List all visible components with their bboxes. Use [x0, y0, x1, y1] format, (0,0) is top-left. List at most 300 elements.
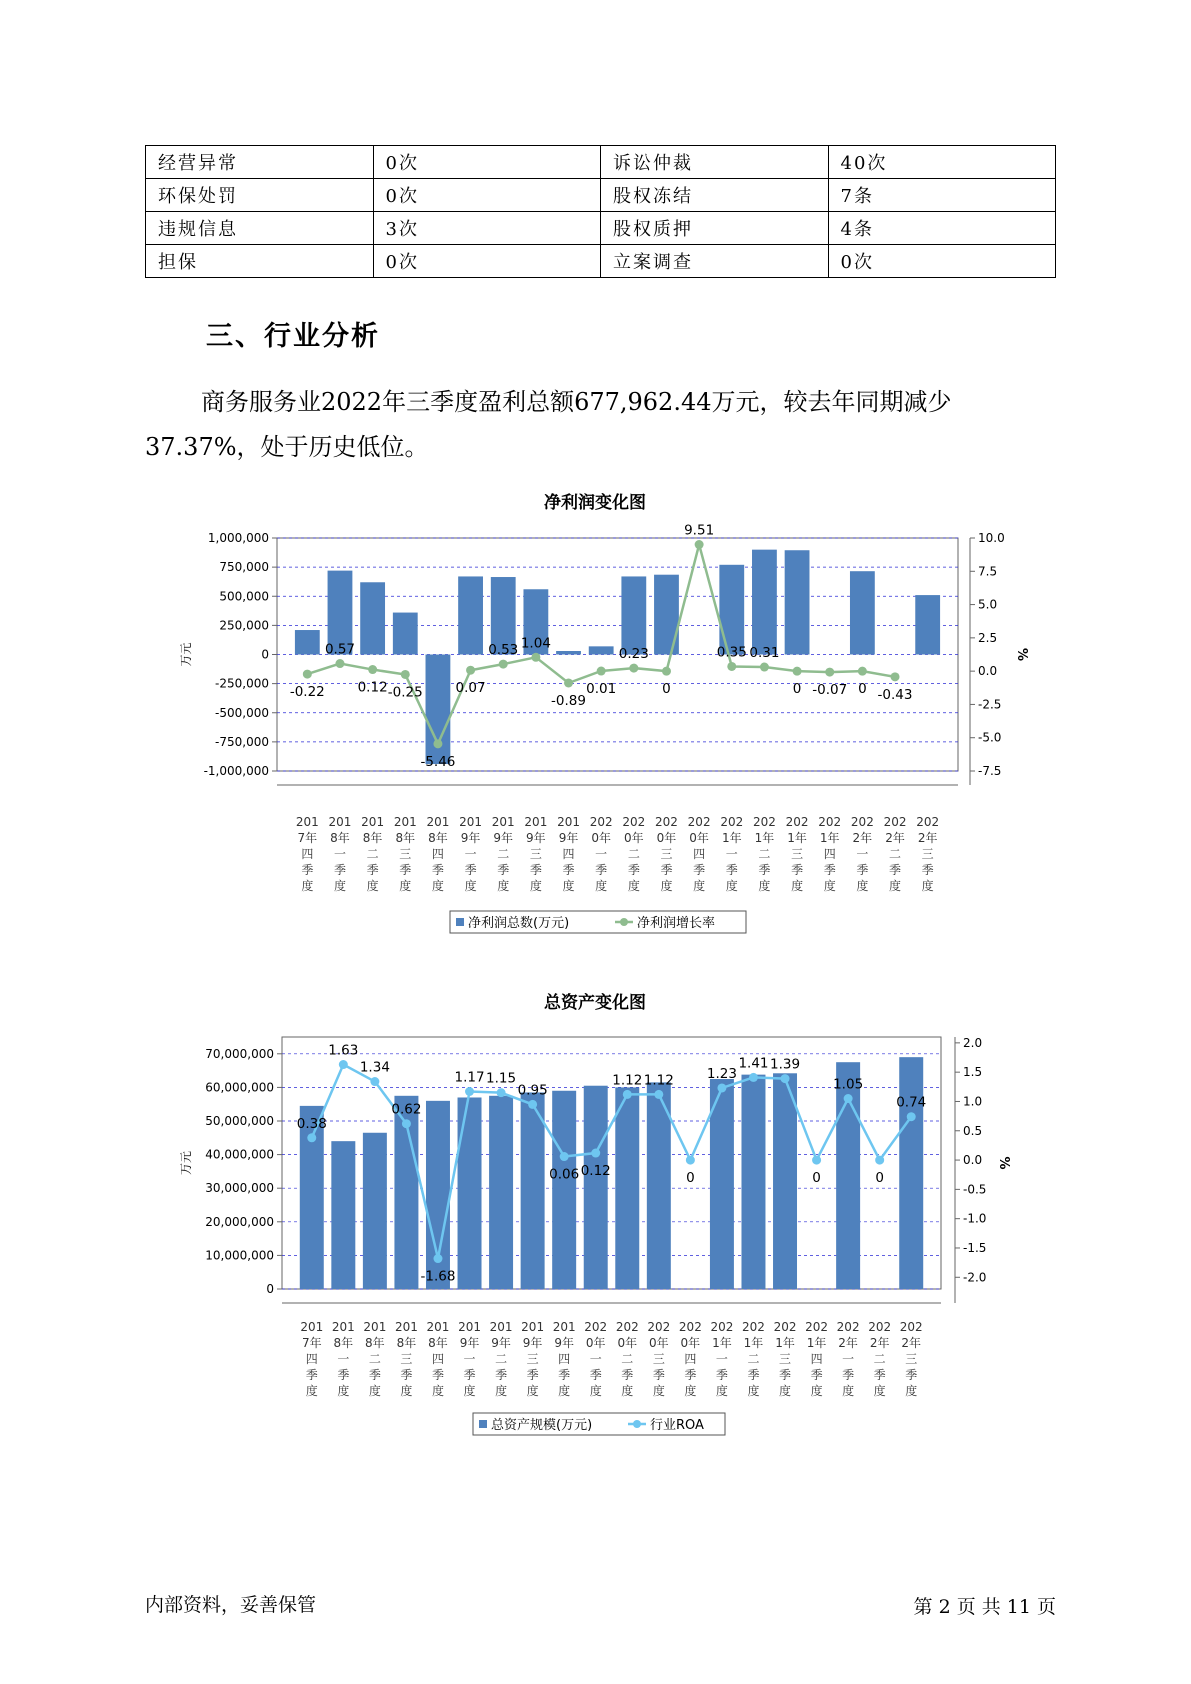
x-tick-label: 四 [823, 847, 836, 861]
x-tick-label: 1年 [721, 831, 742, 845]
x-tick-label: 201 [458, 1320, 481, 1334]
x-tick-label: 9年 [554, 1336, 574, 1350]
x-tick-label: 202 [647, 1320, 671, 1334]
x-tick-label: 三 [400, 1352, 413, 1366]
x-tick-label: 1年 [775, 1336, 795, 1350]
x-tick-label: 季 [684, 1368, 697, 1382]
line-point [531, 653, 540, 662]
line-point [717, 1083, 726, 1092]
analysis-paragraph [145, 380, 1057, 470]
x-tick-label: 度 [693, 879, 706, 893]
x-tick-label: 202 [883, 815, 907, 829]
line-point [433, 739, 442, 748]
legend-line-marker [620, 918, 628, 926]
data-label: 0.74 [896, 1094, 927, 1111]
y-tick-label: 750,000 [219, 560, 269, 575]
x-tick-label: 三 [399, 847, 412, 861]
x-tick-label: 7年 [297, 831, 318, 845]
y2-tick-label: 0.5 [963, 1123, 983, 1138]
x-tick-label: 季 [889, 863, 902, 877]
table-cell: 0次 [828, 245, 1056, 278]
data-label: 1.63 [328, 1042, 359, 1059]
x-tick-label: 1年 [819, 831, 840, 845]
x-tick-label: 季 [715, 1368, 728, 1382]
x-tick-label: 度 [873, 1384, 886, 1398]
x-tick-label: 202 [899, 1320, 923, 1334]
x-tick-label: 201 [394, 1320, 418, 1334]
x-tick-label: 季 [905, 1368, 918, 1382]
data-label: 0.35 [716, 644, 747, 661]
data-label: -0.07 [812, 682, 848, 699]
x-tick-label: 季 [562, 863, 575, 877]
x-tick-label: 度 [562, 879, 575, 893]
y-tick-label: 0 [266, 1282, 274, 1296]
x-tick-label: 202 [785, 815, 809, 829]
x-tick-label: 度 [810, 1384, 823, 1398]
table-cell: 0次 [373, 245, 601, 278]
bar [850, 571, 875, 654]
y2-tick-label: -1.0 [963, 1211, 987, 1226]
x-tick-label: 202 [868, 1320, 892, 1334]
x-tick-label: 202 [916, 815, 940, 829]
x-tick-label: 度 [399, 879, 412, 893]
data-label: 0.01 [586, 681, 617, 698]
x-tick-label: 8年 [395, 831, 416, 845]
table-cell: 经营异常 [146, 146, 374, 179]
bar [584, 1086, 608, 1289]
x-tick-label: 度 [366, 879, 379, 893]
x-tick-label: 度 [621, 1384, 634, 1398]
x-tick-label: 度 [725, 879, 738, 893]
x-tick-label: 度 [758, 879, 771, 893]
data-label: 0.23 [618, 646, 649, 663]
bar [615, 1087, 639, 1289]
bar [552, 1091, 576, 1289]
data-label: 0.07 [455, 680, 486, 697]
bar [458, 576, 483, 654]
y2-tick-label: 0.0 [963, 1153, 983, 1168]
data-label: 1.17 [454, 1069, 485, 1086]
line-point [891, 672, 900, 681]
x-tick-label: 季 [463, 1368, 476, 1382]
x-tick-label: 季 [431, 863, 444, 877]
x-tick-label: 202 [589, 815, 613, 829]
bar [295, 630, 320, 654]
x-tick-label: 0年 [617, 1336, 638, 1350]
x-tick-label: 201 [393, 815, 417, 829]
x-tick-label: 季 [747, 1368, 760, 1382]
x-tick-label: 度 [558, 1384, 571, 1398]
y-tick-label: 70,000,000 [205, 1046, 274, 1061]
y2-tick-label: 10.0 [978, 531, 1005, 545]
x-tick-label: 度 [463, 1384, 476, 1398]
y2-tick-label: 0.0 [978, 664, 998, 679]
x-tick-label: 度 [431, 1384, 444, 1398]
x-tick-label: 一 [715, 1352, 728, 1366]
x-tick-label: 8年 [330, 831, 350, 845]
x-tick-label: 202 [678, 1320, 702, 1334]
x-tick-label: 0年 [624, 831, 644, 845]
x-tick-label: 季 [526, 1368, 539, 1382]
y-tick-label: 500,000 [219, 589, 269, 604]
x-tick-label: 度 [660, 879, 673, 893]
x-tick-label: 7年 [301, 1336, 322, 1350]
table-row [146, 146, 1056, 179]
x-tick-label: 201 [328, 815, 352, 829]
x-tick-label: 四 [431, 847, 444, 861]
line-point [335, 659, 344, 668]
x-tick-label: 一 [337, 1352, 350, 1366]
y-tick-label: 30,000,000 [205, 1181, 274, 1196]
x-tick-label: 202 [850, 815, 874, 829]
x-tick-label: 9年 [460, 831, 481, 845]
y2-axis-label: % [1014, 647, 1029, 662]
y-tick-label: -750,000 [215, 734, 269, 749]
y-tick-label: 10,000,000 [205, 1248, 274, 1263]
data-label: -0.25 [387, 684, 423, 701]
line-point [528, 1100, 537, 1109]
x-tick-label: 度 [497, 879, 510, 893]
x-tick-label: 0年 [649, 1336, 669, 1350]
line-point [401, 670, 410, 679]
line-point [564, 678, 573, 687]
data-label: 0.12 [357, 679, 388, 696]
data-label: 1.12 [643, 1072, 674, 1089]
line-point [465, 1087, 474, 1096]
x-tick-label: 四 [562, 847, 575, 861]
bar [458, 1097, 482, 1289]
data-label: 0.53 [488, 642, 519, 659]
x-tick-label: 二 [627, 847, 640, 861]
x-tick-label: 201 [363, 1320, 387, 1334]
line-point [433, 1254, 442, 1263]
x-tick-label: 四 [810, 1352, 823, 1366]
x-tick-label: 季 [333, 863, 346, 877]
x-tick-label: 四 [558, 1352, 571, 1366]
data-label: -0.89 [551, 692, 586, 709]
line-point [497, 1088, 506, 1097]
data-label: 0 [875, 1170, 884, 1187]
data-label: 1.34 [359, 1059, 390, 1076]
page-number: 第 2 页 共 11 页 [913, 1596, 1056, 1618]
y-tick-label: 40,000,000 [205, 1147, 274, 1162]
table-row [146, 245, 1056, 278]
data-label: 1.41 [738, 1055, 769, 1072]
x-tick-label: 201 [295, 815, 319, 829]
table-cell: 7条 [828, 179, 1056, 212]
y2-tick-label: 1.0 [963, 1094, 983, 1109]
x-tick-label: 9年 [526, 831, 546, 845]
bar [363, 1133, 387, 1289]
x-tick-label: 季 [595, 863, 608, 877]
x-tick-label: 度 [842, 1384, 855, 1398]
x-tick-label: 一 [725, 847, 738, 861]
x-tick-label: 202 [818, 815, 842, 829]
data-label: 0.57 [324, 641, 356, 658]
y2-tick-label: 2.0 [963, 1035, 983, 1050]
data-label: 0 [662, 681, 671, 698]
y2-tick-label: -2.5 [978, 697, 1002, 712]
table-cell: 立案调查 [601, 245, 829, 278]
x-tick-label: 度 [368, 1384, 381, 1398]
net-profit-chart [0, 488, 1191, 938]
bar [489, 1096, 513, 1289]
x-tick-label: 9年 [493, 831, 514, 845]
x-tick-label: 四 [305, 1352, 318, 1366]
x-tick-label: 201 [552, 1320, 576, 1334]
x-tick-label: 季 [758, 863, 771, 877]
x-tick-label: 201 [521, 1320, 545, 1334]
x-tick-label: 季 [660, 863, 673, 877]
legend-line-label: 行业ROA [650, 1418, 704, 1433]
bar [719, 565, 744, 655]
x-tick-label: 二 [366, 847, 379, 861]
x-tick-label: 8年 [428, 1336, 448, 1350]
y2-tick-label: -0.5 [963, 1182, 987, 1197]
data-label: 1.05 [833, 1076, 864, 1093]
footer-note: 内部资料，妥善保管 [145, 1594, 317, 1616]
paragraph-text: 商务服务业2022年三季度盈利总额677,962.44万元，较去年同期减少37.37%，处于历史低位。 [145, 388, 952, 461]
x-tick-label: 度 [823, 879, 836, 893]
y2-tick-label: -7.5 [978, 764, 1002, 778]
x-tick-label: 201 [557, 815, 580, 829]
x-tick-label: 9年 [491, 1336, 511, 1350]
x-tick-label: 度 [905, 1384, 918, 1398]
x-tick-label: 202 [836, 1320, 860, 1334]
x-tick-label: 度 [301, 879, 314, 893]
x-tick-label: 202 [742, 1320, 765, 1334]
line-point [875, 1156, 884, 1165]
x-tick-label: 度 [337, 1384, 350, 1398]
table-cell: 3次 [373, 212, 601, 245]
line-point [749, 1073, 758, 1082]
x-tick-label: 9年 [558, 831, 579, 845]
x-tick-label: 三 [652, 1352, 665, 1366]
x-tick-label: 四 [693, 847, 706, 861]
y2-tick-label: -5.0 [978, 730, 1002, 745]
x-tick-label: 季 [693, 863, 706, 877]
x-tick-label: 202 [773, 1320, 797, 1334]
x-tick-label: 0年 [585, 1336, 606, 1350]
y2-tick-label: 1.5 [963, 1065, 983, 1080]
x-tick-label: 1年 [787, 831, 807, 845]
risk-info-table [145, 145, 1056, 278]
x-tick-label: 度 [627, 879, 640, 893]
x-tick-label: 9年 [522, 1336, 543, 1350]
x-tick-label: 201 [524, 815, 548, 829]
bar [393, 613, 418, 655]
line-point [629, 664, 638, 673]
y-tick-label: 50,000,000 [205, 1114, 274, 1128]
table-cell: 股权质押 [601, 212, 829, 245]
data-label: 0.95 [517, 1082, 548, 1099]
y-tick-label: 0 [261, 647, 269, 662]
x-tick-label: 二 [747, 1352, 760, 1366]
x-tick-label: 0年 [680, 1336, 701, 1350]
x-tick-label: 2年 [838, 1336, 858, 1350]
line-point [368, 665, 377, 674]
data-label: 0.31 [749, 645, 780, 662]
x-tick-label: 度 [529, 879, 542, 893]
x-tick-label: 三 [779, 1352, 792, 1366]
x-tick-label: 季 [921, 863, 934, 877]
data-label: 1.04 [520, 635, 551, 652]
line-point [793, 667, 802, 676]
table-row [146, 212, 1056, 245]
table-cell: 担保 [146, 245, 374, 278]
x-tick-label: 度 [400, 1384, 413, 1398]
y2-tick-label: 2.5 [978, 630, 998, 645]
x-tick-label: 201 [300, 1320, 324, 1334]
line-point [695, 540, 704, 549]
line-point [591, 1149, 600, 1158]
data-label: 1.23 [706, 1065, 737, 1082]
data-label: 0 [812, 1170, 821, 1187]
x-tick-label: 季 [621, 1368, 634, 1382]
line-point [825, 668, 834, 677]
y2-tick-label: 7.5 [978, 564, 998, 579]
x-tick-label: 202 [655, 815, 678, 829]
x-tick-label: 度 [305, 1384, 318, 1398]
total-assets-chart [0, 988, 1191, 1438]
x-tick-label: 季 [823, 863, 836, 877]
x-tick-label: 季 [366, 863, 379, 877]
x-tick-label: 201 [361, 815, 385, 829]
x-tick-label: 一 [589, 1352, 602, 1366]
x-tick-label: 2年 [917, 831, 938, 845]
net-profit-chart-svg [0, 488, 1191, 938]
legend-bar-swatch [456, 918, 464, 926]
x-tick-label: 0年 [591, 831, 611, 845]
legend-line-label: 净利润增长率 [637, 916, 716, 931]
line-point [623, 1090, 632, 1099]
x-tick-label: 度 [595, 879, 608, 893]
y-tick-label: 250,000 [219, 618, 269, 633]
x-tick-label: 201 [331, 1320, 355, 1334]
x-tick-label: 二 [889, 847, 902, 861]
x-tick-label: 季 [842, 1368, 855, 1382]
x-tick-label: 季 [337, 1368, 350, 1382]
x-tick-label: 一 [333, 847, 346, 861]
bar [654, 575, 679, 655]
x-tick-label: 9年 [459, 1336, 480, 1350]
bar [521, 1092, 545, 1289]
x-tick-label: 三 [905, 1352, 918, 1366]
x-tick-label: 度 [652, 1384, 665, 1398]
x-tick-label: 2年 [852, 831, 873, 845]
data-label: -5.46 [420, 753, 456, 770]
x-tick-label: 202 [584, 1320, 608, 1334]
y-tick-label: -500,000 [215, 705, 269, 720]
x-tick-label: 2年 [869, 1336, 890, 1350]
table-cell: 违规信息 [146, 212, 374, 245]
line-point [339, 1060, 348, 1069]
data-label: 0 [792, 681, 802, 698]
data-label: 0.06 [549, 1166, 580, 1183]
table-cell: 环保处罚 [146, 179, 374, 212]
table-cell: 40次 [828, 146, 1056, 179]
bar [915, 595, 940, 654]
line-point [370, 1077, 379, 1086]
line-point [303, 670, 312, 679]
x-tick-label: 8年 [396, 1336, 417, 1350]
x-tick-label: 季 [589, 1368, 602, 1382]
legend-line-marker [633, 1420, 641, 1428]
x-tick-label: 202 [615, 1320, 639, 1334]
x-tick-label: 季 [368, 1368, 381, 1382]
bar [331, 1141, 355, 1289]
y2-axis-label: % [996, 1156, 1011, 1170]
x-tick-label: 度 [589, 1384, 602, 1398]
x-tick-label: 201 [459, 815, 483, 829]
x-tick-label: 一 [595, 847, 608, 861]
data-label: -0.43 [877, 686, 913, 703]
x-tick-label: 202 [752, 815, 776, 829]
y-tick-label: 60,000,000 [205, 1080, 274, 1095]
table-cell: 0次 [373, 146, 601, 179]
data-label: 1.39 [769, 1056, 801, 1073]
x-tick-label: 三 [791, 847, 804, 861]
x-tick-label: 0年 [689, 831, 709, 845]
x-tick-label: 2年 [885, 831, 905, 845]
bar [589, 646, 614, 654]
x-tick-label: 度 [889, 879, 902, 893]
x-tick-label: 三 [526, 1352, 539, 1366]
x-tick-label: 度 [464, 879, 477, 893]
data-label: -0.22 [289, 684, 325, 701]
x-tick-label: 二 [621, 1352, 634, 1366]
bar [752, 550, 777, 655]
data-label: 0.62 [391, 1101, 422, 1118]
x-tick-label: 度 [495, 1384, 508, 1398]
data-label: 1.12 [612, 1072, 643, 1089]
x-tick-label: 季 [431, 1368, 444, 1382]
line-point [597, 667, 606, 676]
line-point [844, 1094, 853, 1103]
y-tick-label: -1,000,000 [203, 764, 269, 778]
section-title: 三、行业分析 [206, 321, 380, 352]
x-tick-label: 二 [495, 1352, 508, 1366]
bar [556, 651, 581, 654]
data-label: 0.12 [580, 1163, 611, 1180]
x-tick-label: 季 [791, 863, 804, 877]
x-tick-label: 8年 [333, 1336, 354, 1350]
bar [360, 582, 385, 654]
data-label: 0 [686, 1170, 695, 1187]
x-tick-label: 8年 [362, 831, 383, 845]
x-tick-label: 度 [856, 879, 869, 893]
x-tick-label: 季 [495, 1368, 508, 1382]
x-tick-label: 季 [725, 863, 738, 877]
x-tick-label: 一 [842, 1352, 855, 1366]
line-point [858, 667, 867, 676]
x-tick-label: 度 [921, 879, 934, 893]
line-point [781, 1074, 790, 1083]
x-tick-label: 季 [400, 1368, 413, 1382]
x-tick-label: 度 [747, 1384, 760, 1398]
y-axis-label: 万元 [179, 1150, 193, 1176]
y-tick-label: -250,000 [215, 676, 269, 691]
line-point [662, 667, 671, 676]
x-tick-label: 度 [715, 1384, 728, 1398]
x-tick-label: 一 [463, 1352, 476, 1366]
line-point [560, 1152, 569, 1161]
bar [621, 576, 646, 654]
line-point [760, 663, 769, 672]
data-label: 1.15 [486, 1070, 517, 1087]
x-tick-label: 季 [464, 863, 477, 877]
table-row [146, 179, 1056, 212]
